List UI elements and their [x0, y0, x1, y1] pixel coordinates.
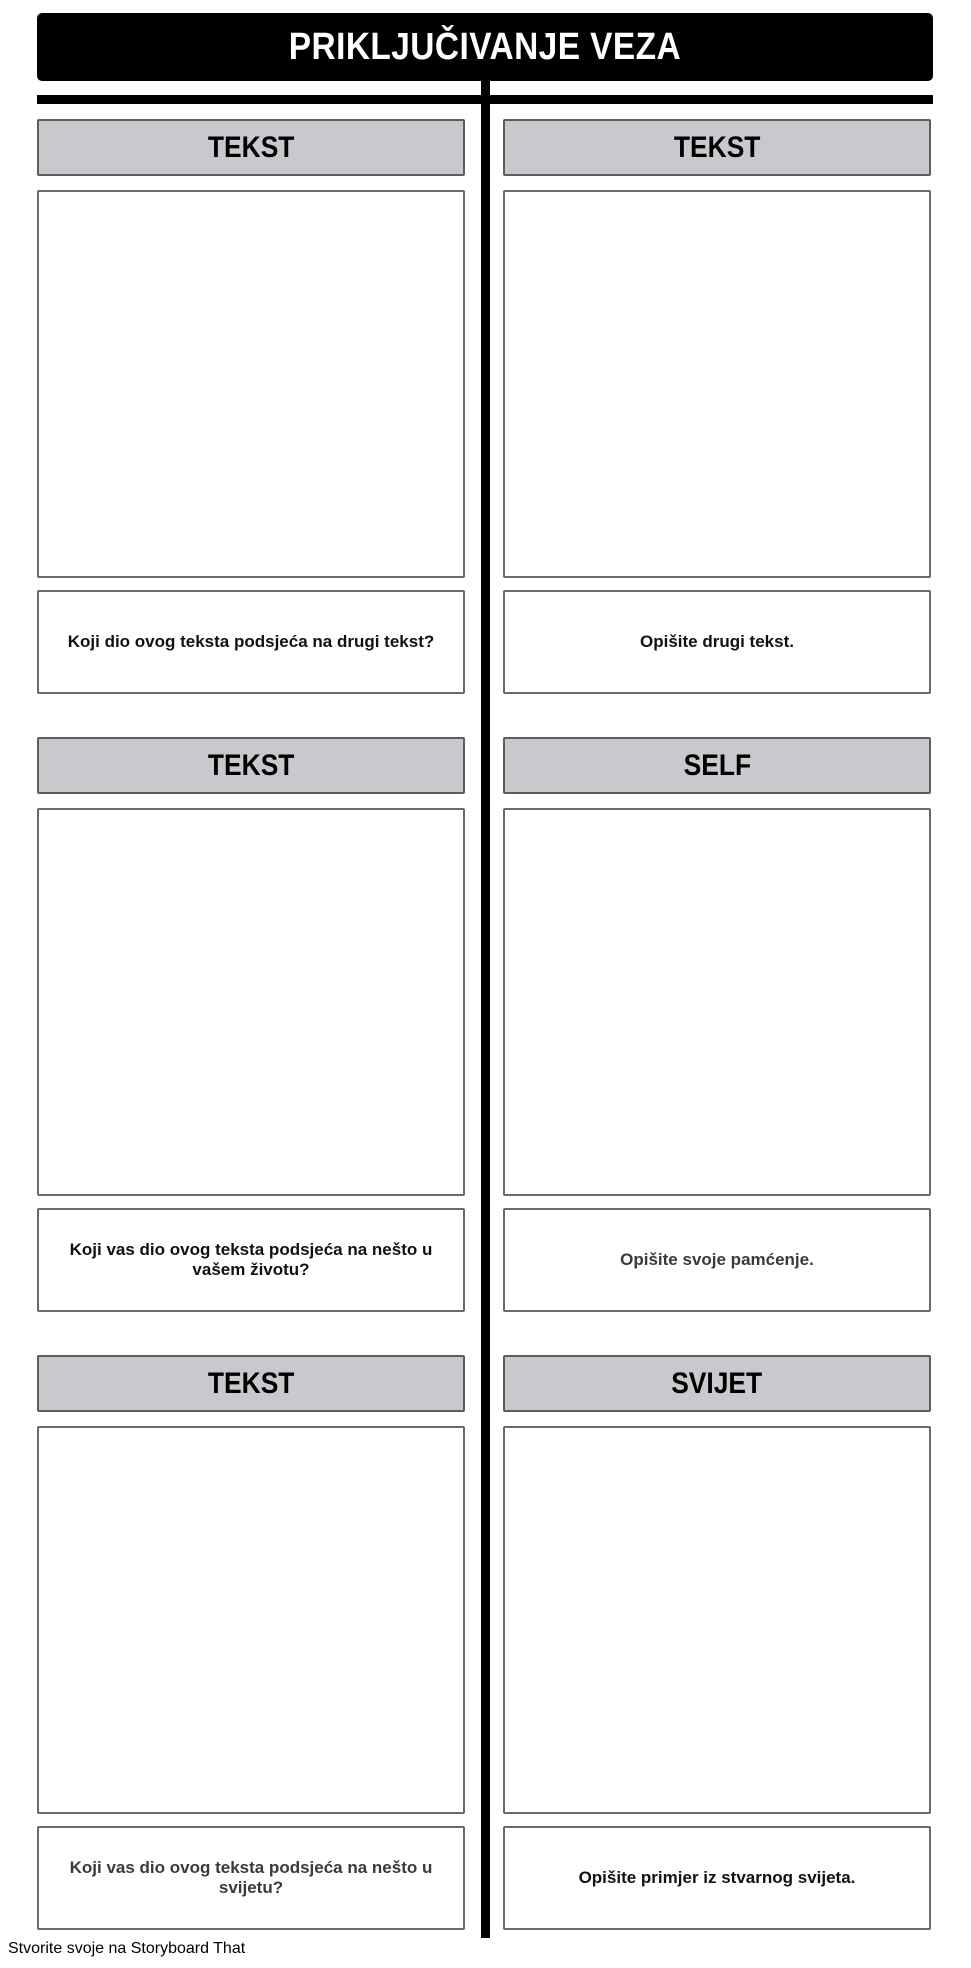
vertical-divider — [481, 81, 490, 1938]
header-label: TEKST — [207, 130, 295, 164]
header-label: TEKST — [207, 748, 295, 782]
footer-credit: Stvorite svoje na Storyboard That — [8, 1940, 246, 1957]
header-label: TEKST — [207, 1366, 295, 1400]
page-title: PRIKLJUČIVANJE VEZA — [288, 25, 682, 68]
header-row2-left — [37, 737, 465, 794]
drawing-frame-row2-right[interactable] — [503, 808, 931, 1196]
prompt-text: Koji vas dio ovog teksta podsjeća na nešto u vašem životu? — [69, 1240, 433, 1279]
prompt-text: Koji vas dio ovog teksta podsjeća na nešto u svijetu? — [69, 1858, 433, 1897]
header-label: SELF — [683, 748, 751, 782]
prompt-box-row2-left[interactable] — [37, 1208, 465, 1312]
header-row1-right — [503, 119, 931, 176]
header-row3-left — [37, 1355, 465, 1412]
drawing-frame-row1-right[interactable] — [503, 190, 931, 578]
drawing-frame-row3-right[interactable] — [503, 1426, 931, 1814]
prompt-text: Koji dio ovog teksta podsjeća na drugi tekst? — [67, 632, 435, 651]
prompt-box-row1-left[interactable] — [37, 590, 465, 694]
header-label: TEKST — [673, 130, 761, 164]
drawing-frame-row3-left[interactable] — [37, 1426, 465, 1814]
prompt-text: Opišite primjer iz stvarnog svijeta. — [578, 1868, 856, 1887]
prompt-box-row1-right[interactable] — [503, 590, 931, 694]
prompt-box-row2-right[interactable] — [503, 1208, 931, 1312]
title-bar — [37, 13, 933, 81]
prompt-box-row3-right[interactable] — [503, 1826, 931, 1930]
header-label: SVIJET — [671, 1366, 763, 1400]
prompt-box-row3-left[interactable] — [37, 1826, 465, 1930]
header-row1-left — [37, 119, 465, 176]
drawing-frame-row2-left[interactable] — [37, 808, 465, 1196]
prompt-text: Opišite svoje pamćenje. — [620, 1250, 814, 1269]
drawing-frame-row1-left[interactable] — [37, 190, 465, 578]
prompt-text: Opišite drugi tekst. — [640, 632, 794, 651]
header-row3-right — [503, 1355, 931, 1412]
header-row2-right — [503, 737, 931, 794]
